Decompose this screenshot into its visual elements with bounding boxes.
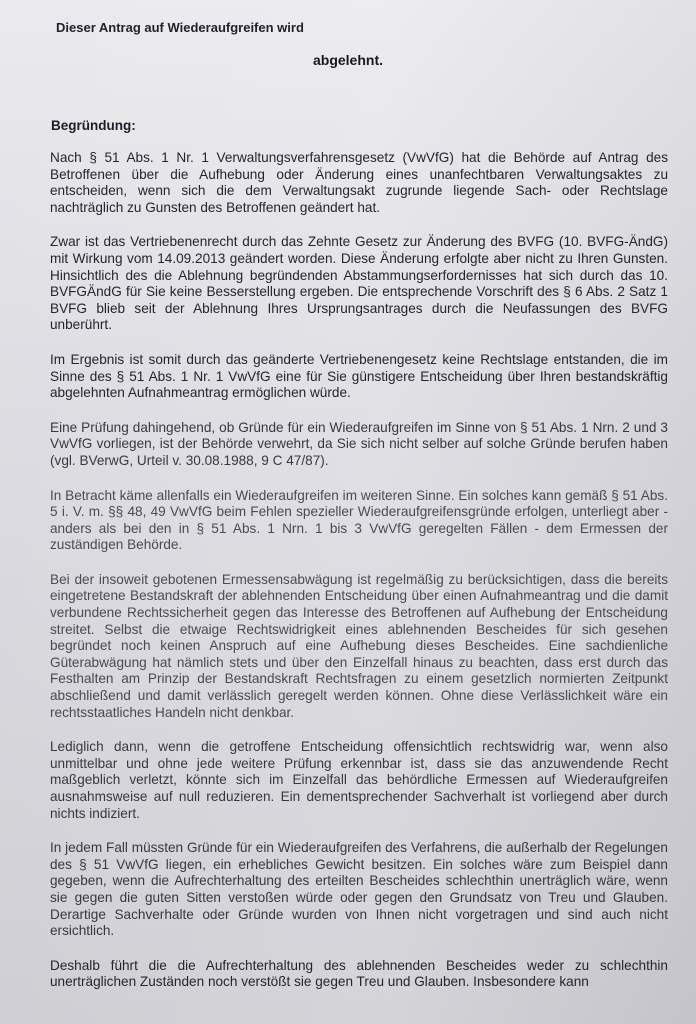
paragraph: Bei der insoweit gebotenen Ermessensabwägung ist regelmäßig zu berücksichtigen, dass die bereits eingetretene Bestandskraft der ablehnenden Entscheidung über einen Aufnahmeantrag und die damit verbundene Rechtssicherheit gegen das Interesse des Betroffenen auf Aufhebung der Entscheidung streitet. Selbst die etwaige Rechtswidrigkeit eines ablehnenden Bescheides für sich gesehen begründet noch keinen Anspruch auf eine Aufhebung dieses Bescheides. Eine sachdienliche Güterabwägung hat nämlich stets und über den Einzelfall hinaus zu beachten, dass erst durch das Festhalten am Prinzip der Bestandskraft Rechtsfragen zu einem gesetzlich normierten Zeitpunkt abschließend und damit verlässlich geregelt werden können. Ohne diese Verlässlichkeit wäre ein rechtsstaatliches Handeln nicht denkbar.: [50, 571, 668, 720]
paragraph: Deshalb führt die die Aufrechterhaltung des ablehnenden Bescheides weder zu schlechthin unerträglichen Zuständen noch verstößt sie gegen Treu und Glauben. Insbesondere kann: [50, 957, 668, 990]
body-text: [50, 150, 668, 1009]
intro-line: Dieser Antrag auf Wiederaufgreifen wird: [56, 20, 304, 35]
paragraph: In jedem Fall müssten Gründe für ein Wiederaufgreifen des Verfahrens, die außerhalb der Regelungen des § 51 VwVfG liegen, ein erhebliches Gewicht besitzen. Ein solches wäre zum Beispiel dann gegeben, wenn die Aufrechterhaltung des erteilten Bescheides schlechthin unerträglich wäre, wenn sie gegen die guten Sitten verstoßen würde oder gegen den Grundsatz von Treu und Glauben. Derartige Sachverhalte oder Gründe wurden von Ihnen nicht vorgetragen und sind auch nicht ersichtlich.: [50, 840, 668, 939]
paragraph: Lediglich dann, wenn die getroffene Entscheidung offensichtlich rechtswidrig war, wenn also unmittelbar und ohne jede weitere Prüfung erkennbar ist, dass sie das anzuwendende Recht maßgeblich verletzt, könnte sich im Einzelfall das behördliche Ermessen auf Wiederaufgreifen ausnahmsweise auf null reduzieren. Ein dementsprechender Sachverhalt ist vorliegend aber durch nichts indiziert.: [50, 739, 668, 821]
section-heading: Begründung:: [51, 118, 136, 133]
paragraph: Eine Prüfung dahingehend, ob Gründe für ein Wiederaufgreifen im Sinne von § 51 Abs. 1 Nrn. 2 und 3 VwVfG vorliegen, ist der Behörde verwehrt, da Sie sich nicht selber auf solche Gründe berufen haben (vgl. BVerwG, Urteil v. 30.08.1988, 9 C 47/87).: [50, 419, 668, 468]
decision-text: abgelehnt.: [312, 52, 383, 68]
paragraph: Im Ergebnis ist somit durch das geänderte Vertriebenengesetz keine Rechtslage entstanden, die im Sinne des § 51 Abs. 1 Nr. 1 VwVfG eine für Sie günstigere Entscheidung über Ihren bestandskräftig abgelehnten Aufnahmeantrag ermöglichen würde.: [50, 351, 668, 401]
paragraph: Zwar ist das Vertriebenenrecht durch das Zehnte Gesetz zur Änderung des BVFG (10. BVFG-ÄndG) mit Wirkung vom 14.09.2013 geändert worden. Diese Änderung erfolgte aber nicht zu Ihren Gunsten. Hinsichtlich des die Ablehnung begründenden Abstammungserfordernisses hat sich durch das 10. BVFGÄndG für Sie keine Besserstellung ergeben. Die entsprechende Vorschrift des § 6 Abs. 2 Satz 1 BVFG blieb seit der Ablehnung Ihres Ursprungsantrages durch die Neufassungen des BVFG unberührt.: [50, 234, 668, 333]
paragraph: In Betracht käme allenfalls ein Wiederaufgreifen im weiteren Sinne. Ein solches kann gemäß § 51 Abs. 5 i. V. m. §§ 48, 49 VwVfG beim Fehlen spezieller Wiederaufgreifensgründe erfolgen, unterliegt aber - anders als bei den in § 51 Abs. 1 Nrn. 1 bis 3 VwVfG geregelten Fällen - dem Ermessen der zuständigen Behörde.: [50, 487, 668, 553]
paragraph: Nach § 51 Abs. 1 Nr. 1 Verwaltungsverfahrensgesetz (VwVfG) hat die Behörde auf Antrag des Betroffenen über die Aufhebung oder Änderung eines unanfechtbaren Verwaltungsaktes zu entscheiden, wenn sich die dem Verwaltungsakt zugrunde liegende Sach- oder Rechtslage nachträglich zu Gunsten des Betroffenen geändert hat.: [50, 150, 668, 215]
